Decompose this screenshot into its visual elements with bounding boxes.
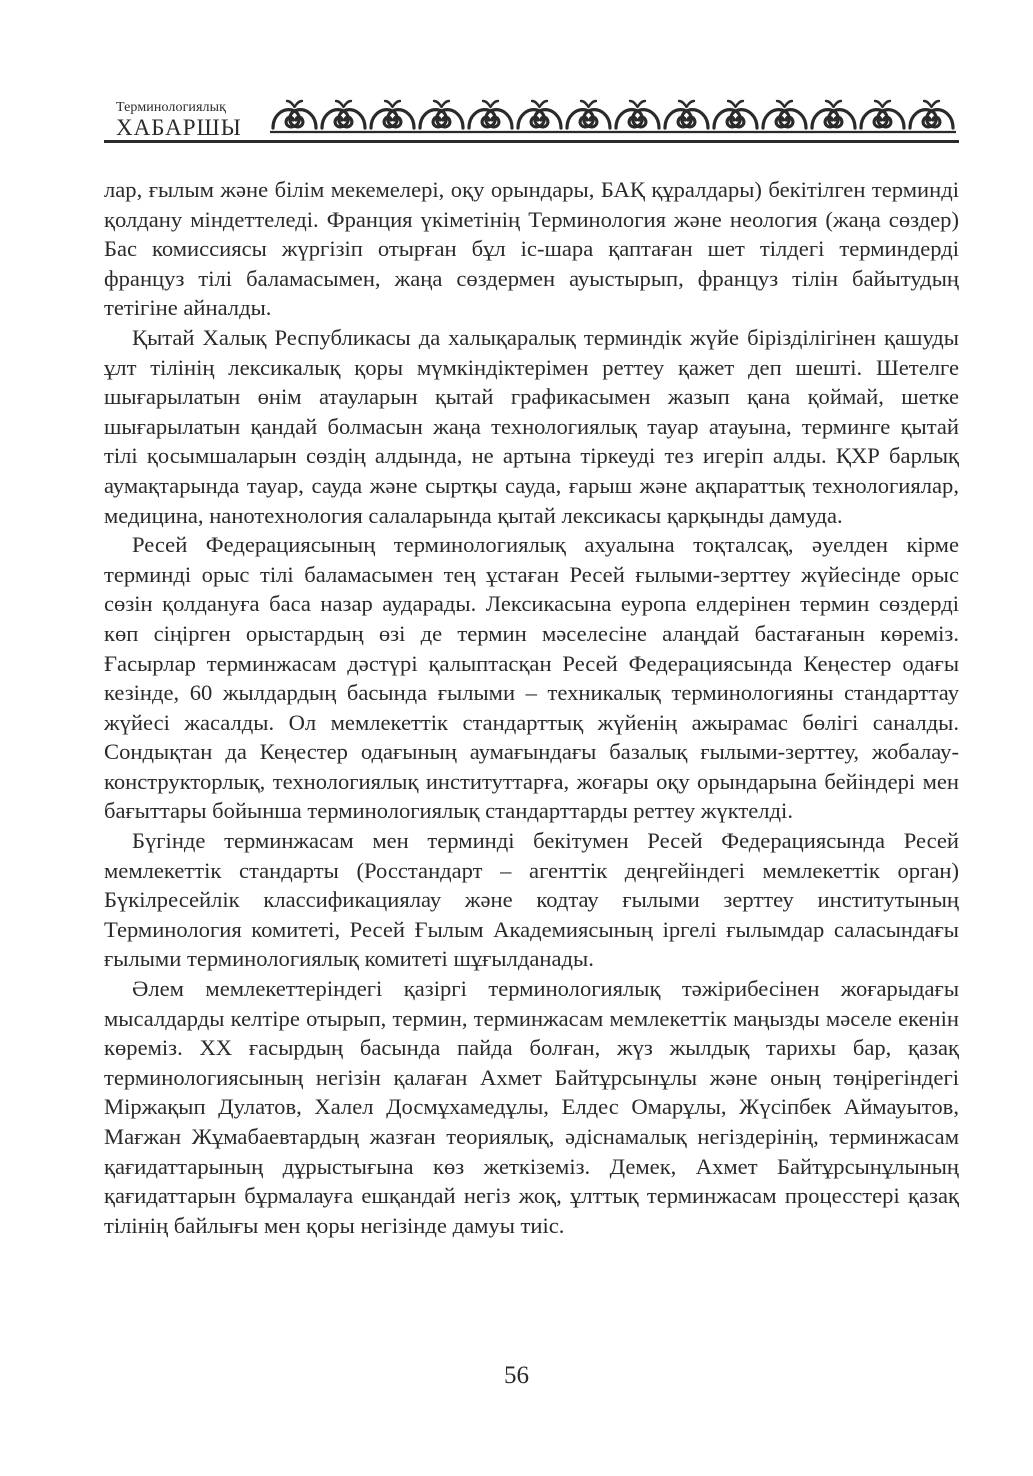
- article-body: [104, 175, 959, 1240]
- kazakh-ornament-icon: [270, 98, 959, 136]
- journal-title: ХАБАРШЫ: [116, 115, 242, 140]
- journal-title-small: Терминологиялық: [116, 100, 227, 115]
- page-number: 56: [504, 1362, 529, 1389]
- paragraph-russia-institutions: Бүгінде терминжасам мен терминді бекітумен Ресей Федерациясында Ресей мемлекеттік стандарты (Росстандарт – агенттік деңгейіндегі мемлекеттік орган) Бүкілресейлік классификациялау және кодтау ғылыми зерттеу институтының Терминология комитеті, Ресей Ғылым Академиясының іргелі ғылымдар саласындағы ғылыми терминологиялық комитеті шұғылданады.: [104, 828, 959, 972]
- paragraph-china: Қытай Халық Республикасы да халықаралық терминдік жүйе бірізділігінен қашуды ұлт тілінің лексикалық қоры мүмкіндіктерімен реттеу қажет деп шешті. Шетелге шығарылатын өнім атауларын қытай графикасымен жазып қана қоймай, шетке шығарылатын қандай болмасын жаңа технологиялық тауар атауына, терминге қытай тілі қосымшаларын сөздің алдында, не артына тіркеуді тез игеріп алды. ҚХР барлық аумақтарында тауар, сауда және сыртқы сауда, ғарыш және ақпараттық технологиялар, медицина, нанотехнология салаларында қытай лексикасы қарқынды дамуда.: [104, 324, 959, 528]
- paragraph-kazakh-terminology: Әлем мемлекеттеріндегі қазіргі терминологиялық тәжірибесінен жоғарыдағы мысалдарды келтіре отырып, термин, терминжасам мемлекеттік маңызды мәселе екенін көреміз. ХХ ғасырдың басында пайда болған, жүз жылдық тарихы бар, қазақ терминологиясының негізін қалаған Ахмет Байтұрсынұлы және оның төңірегіндегі Міржақып Дулатов, Халел Досмұхамедұлы, Елдес Омарұлы, Жүсіпбек Аймауытов, Мағжан Жұмабаевтардың жазған теориялық, әдіснамалық негіздерінің, терминжасам қағидаттарының дұрыстығына көз жеткіземіз. Демек, Ахмет Байтұрсынұлының қағидаттарын бұрмалауға ешқандай негіз жоқ, ұлттық терминжасам процесстері қазақ тілінің байлығы мен қоры негізінде дамуы тиіс.: [104, 976, 959, 1238]
- header-divider: [104, 140, 959, 143]
- paragraph-russia: Ресей Федерациясының терминологиялық ахуалына тоқталсақ, әуелден кірме терминді орыс тілі баламасымен тең ұстаған Ресей ғылыми-зерттеу жүйесінде орыс сөзін қолдануға баса назар аударады. Лексикасына еуропа елдерінен термин сөздерді көп сіңірген орыстардың өзі де термин мәселесіне алаңдай бастағанын көреміз. Ғасырлар терминжасам дәстүрі қалыптасқан Ресей Федерациясында Кеңестер одағы кезінде, 60 жылдардың басында ғылыми – техникалық терминологияны стандарттау жүйесі жасалды. Ол мемлекеттік стандарттық жүйенің ажырамас бөлігі саналды. Сондықтан да Кеңестер одағының аумағындағы базалық ғылыми-зерттеу, жобалау-конструкторлық, технологиялық институттарға, жоғары оқу орындарына бейіндері мен бағыттары бойынша терминологиялық стандарттарды реттеу жүктелді.: [104, 532, 959, 824]
- running-header: [104, 96, 959, 144]
- paragraph-france: лар, ғылым және білім мекемелері, оқу орындары, БАҚ құралдары) бекітілген терминді қолдану міндеттеледі. Франция үкіметінің Терминология және неология (жаңа сөздер) Бас комиссиясы жүргізіп отырған бұл іс-шара қаптаған шет тілдегі терминдерді француз тілі баламасымен, жаңа сөздермен ауыстырып, француз тілін байытудың тетігіне айналды.: [104, 177, 959, 321]
